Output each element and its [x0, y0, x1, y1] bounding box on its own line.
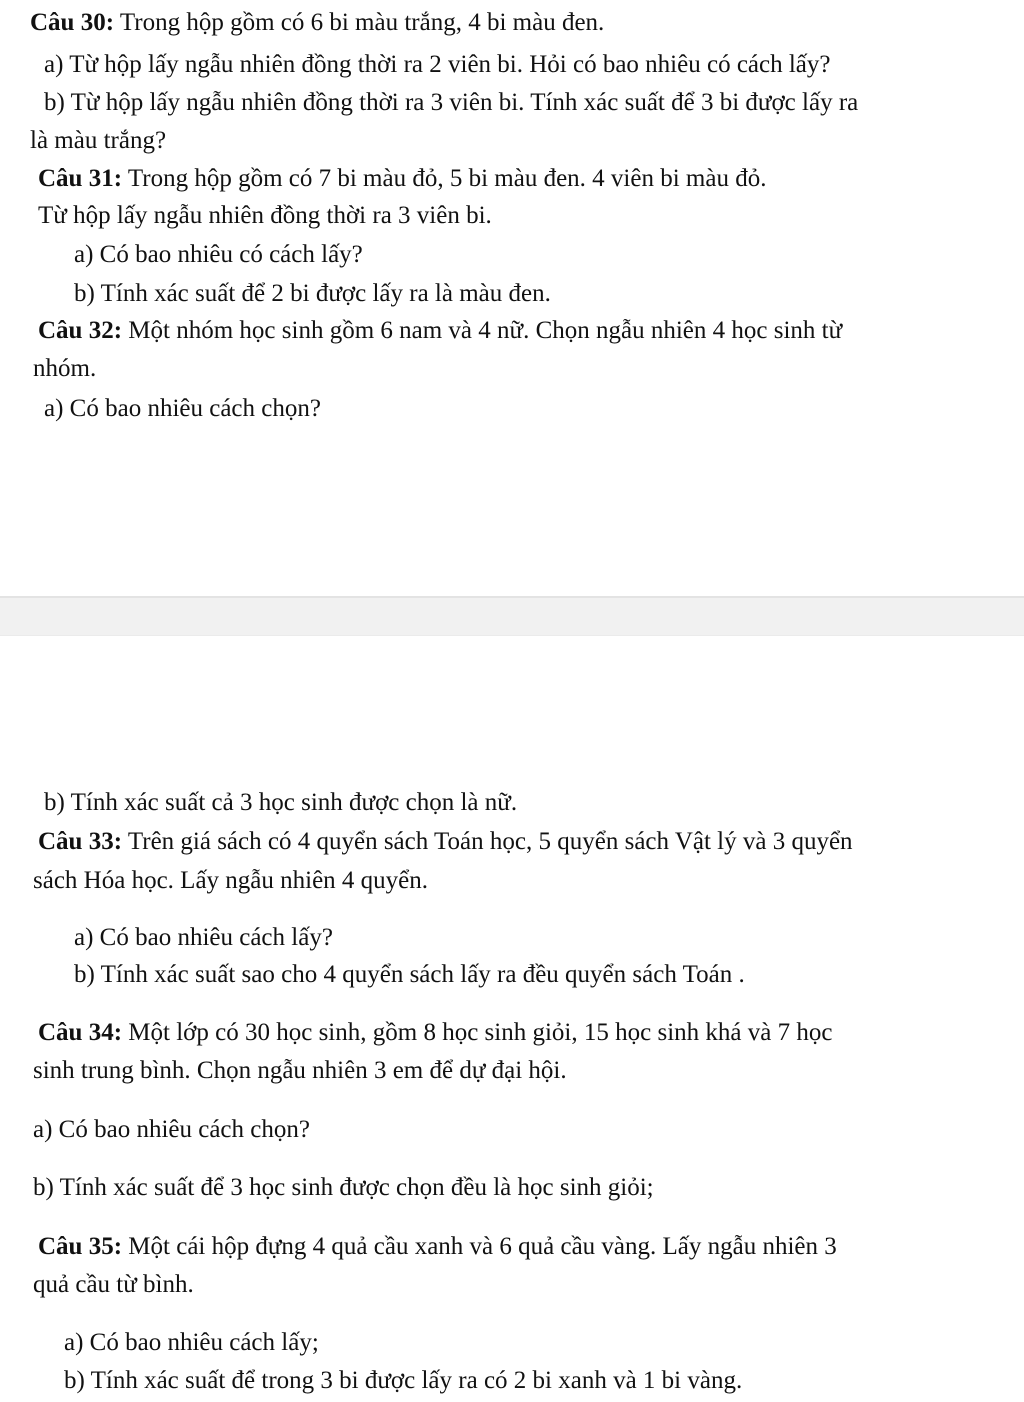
q32-part-a: a) Có bao nhiêu cách chọn?	[44, 395, 321, 422]
q31-text: Trong hộp gồm có 7 bi màu đỏ, 5 bi màu đen. 4 viên bi màu đỏ.	[122, 165, 767, 192]
q30-part-b-line2: là màu trắng?	[30, 127, 167, 154]
q34-label: Câu 34:	[38, 1019, 123, 1046]
q35-text: Một cái hộp đựng 4 quả cầu xanh và 6 quả cầu vàng. Lấy ngẫu nhiên 3	[122, 1233, 837, 1260]
q33-label: Câu 33:	[38, 828, 123, 855]
q31-part-b: b) Tính xác suất để 2 bi được lấy ra là màu đen.	[74, 280, 551, 307]
q35-line2: quả cầu từ bình.	[33, 1271, 194, 1298]
q31-part-a: a) Có bao nhiêu có cách lấy?	[74, 241, 363, 268]
q31-heading	[38, 166, 766, 191]
q34-part-a: a) Có bao nhiêu cách chọn?	[33, 1116, 310, 1143]
page-separator	[0, 596, 1024, 636]
q30-label: Câu 30:	[30, 9, 115, 36]
q35-part-b: b) Tính xác suất để trong 3 bi được lấy ra có 2 bi xanh và 1 bi vàng.	[64, 1367, 743, 1394]
q33-line2: sách Hóa học. Lấy ngẫu nhiên 4 quyển.	[33, 867, 429, 894]
q33-part-b: b) Tính xác suất sao cho 4 quyển sách lấy ra đều quyển sách Toán .	[74, 961, 745, 988]
q32-line2: nhóm.	[33, 355, 97, 382]
q30-part-a: a) Từ hộp lấy ngẫu nhiên đồng thời ra 2 viên bi. Hỏi có bao nhiêu có cách lấy?	[44, 51, 831, 78]
q33-heading	[38, 829, 853, 854]
q34-heading	[38, 1020, 832, 1045]
q31-line2: Từ hộp lấy ngẫu nhiên đồng thời ra 3 viên bi.	[38, 202, 492, 229]
q34-line2: sinh trung bình. Chọn ngẫu nhiên 3 em để dự đại hội.	[33, 1057, 567, 1084]
q35-part-a: a) Có bao nhiêu cách lấy;	[64, 1329, 319, 1356]
q31-label: Câu 31:	[38, 165, 123, 192]
q30-part-b-line1: b) Từ hộp lấy ngẫu nhiên đồng thời ra 3 viên bi. Tính xác suất để 3 bi được lấy ra	[44, 89, 859, 116]
q35-label: Câu 35:	[38, 1233, 123, 1260]
q34-part-b: b) Tính xác suất để 3 học sinh được chọn đều là học sinh giỏi;	[33, 1174, 654, 1201]
q32-heading	[38, 318, 842, 343]
q33-text: Trên giá sách có 4 quyển sách Toán học, 5 quyển sách Vật lý và 3 quyển	[122, 828, 853, 855]
q30-text: Trong hộp gồm có 6 bi màu trắng, 4 bi màu đen.	[114, 9, 605, 36]
q34-text: Một lớp có 30 học sinh, gồm 8 học sinh giỏi, 15 học sinh khá và 7 học	[122, 1019, 833, 1046]
q35-heading	[38, 1234, 837, 1259]
q32-part-b: b) Tính xác suất cả 3 học sinh được chọn là nữ.	[44, 789, 518, 816]
q33-part-a: a) Có bao nhiêu cách lấy?	[74, 924, 333, 951]
q32-text: Một nhóm học sinh gồm 6 nam và 4 nữ. Chọn ngẫu nhiên 4 học sinh từ	[122, 317, 843, 344]
q30-heading	[30, 10, 604, 35]
q32-label: Câu 32:	[38, 317, 123, 344]
